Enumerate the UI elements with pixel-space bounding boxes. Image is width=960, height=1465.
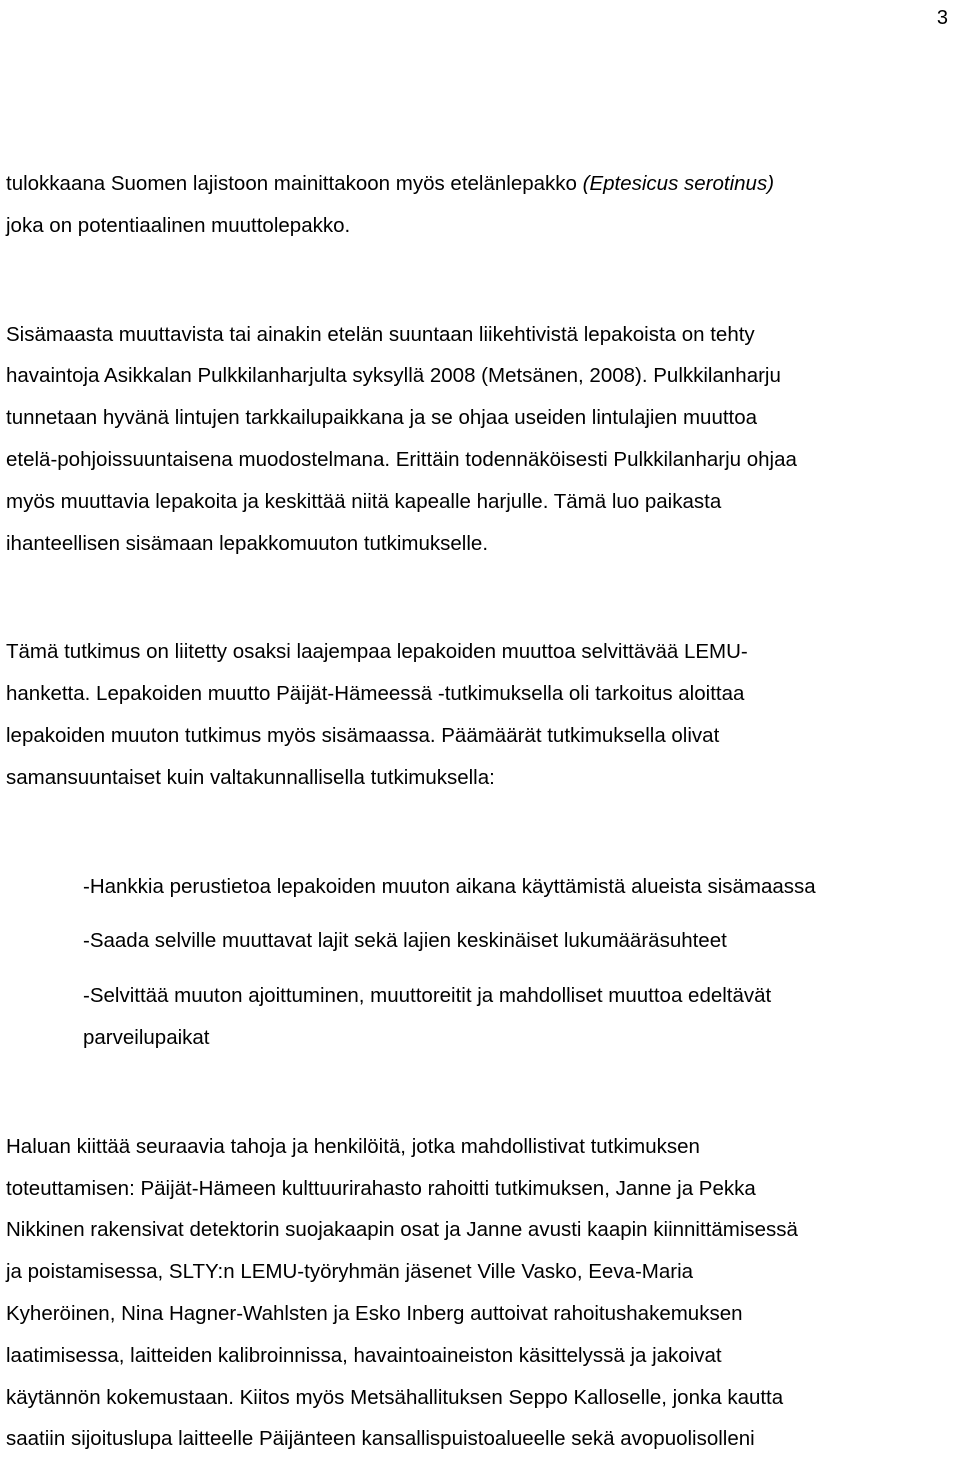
text-line: käytännön kokemustaan. Kiitos myös Metsähallituksen Seppo Kalloselle, jonka kautta [6,1385,784,1409]
paragraph-pulkkilanharju [6,314,956,565]
text-line: Sisämaasta muuttavista tai ainakin etelän suuntaan liikehtivistä lepakoista on tehty [6,322,755,346]
text-line: ja poistamisessa, SLTY:n LEMU-työryhmän jäsenet Ville Vasko, Eeva-Maria [6,1260,694,1284]
text-line: myös muuttavia lepakoita ja keskittää niitä kapealle harjulle. Tämä luo paikasta [6,489,722,513]
text-line: ihanteellisen sisämaan lepakkomuuton tutkimukselle. [6,531,489,555]
page-number: 3 [936,7,948,29]
text-line: Nikkinen rakensivat detektorin suojakaapin osat ja Janne avusti kaapin kiinnittämisessä [6,1218,798,1242]
list-item [83,866,956,908]
text-line: tunnetaan hyvänä lintujen tarkkailupaikkana ja se ohjaa useiden lintulajien muuttoa [6,406,758,430]
list-item [83,920,956,962]
text-line: havaintoja Asikkalan Pulkkilanharjulta syksyllä 2008 (Metsänen, 2008). Pulkkilanharju [6,364,781,388]
text-line: saatiin sijoituslupa laitteelle Päijänteen kansallispuistoalueelle sekä avopuolisolleni [6,1427,755,1451]
text-line: etelä-pohjoissuuntaisena muodostelmana. Erittäin todennäköisesti Pulkkilanharju ohjaa [6,447,797,471]
text-line: Tämä tutkimus on liitetty osaksi laajempaa lepakoiden muuttoa selvittävää LEMU- [6,640,748,664]
document-body [6,163,956,1460]
text-line: toteuttamisen: Päijät-Hämeen kulttuurirahasto rahoitti tutkimuksen, Janne ja Pekka [6,1176,756,1200]
paragraph-lemu-project [6,631,956,798]
paragraph-acknowledgements [6,1126,956,1460]
text-line: samansuuntaiset kuin valtakunnallisella tutkimuksella: [6,765,495,789]
text-line: -Hankkia perustietoa lepakoiden muuton aikana käyttämistä alueista sisämaassa [83,874,816,898]
paragraph-species-intro [6,163,956,247]
list-item [83,975,956,1059]
text-line: Kyheröinen, Nina Hagner-Wahlsten ja Esko Inberg auttoivat rahoitushakemuksen [6,1301,743,1325]
text-line: -Selvittää muuton ajoittuminen, muuttoreitit ja mahdolliset muuttoa edeltävät [83,984,772,1008]
text-line: joka on potentiaalinen muuttolepakko. [6,213,351,237]
text-line: parveilupaikat [83,1025,210,1049]
text-line: -Saada selville muuttavat lajit sekä lajien keskinäiset lukumääräsuhteet [83,929,727,953]
species-name: (Eptesicus serotinus) [582,172,775,195]
text-line: hanketta. Lepakoiden muutto Päijät-Hämeessä -tutkimuksella oli tarkoitus aloittaa [6,682,745,706]
research-goals-list [6,866,956,1059]
text-line: Haluan kiittää seuraavia tahoja ja henkilöitä, jotka mahdollistivat tutkimuksen [6,1134,700,1158]
text-line-segment: tulokkaana Suomen lajistoon mainittakoon myös etelänlepakko [6,172,583,195]
text-line [6,163,956,205]
text-line: lepakoiden muuton tutkimus myös sisämaassa. Päämäärät tutkimuksella olivat [6,723,720,747]
text-line: laatimisessa, laitteiden kalibroinnissa, havaintoaineiston käsittelyssä ja jakoivat [6,1343,722,1367]
